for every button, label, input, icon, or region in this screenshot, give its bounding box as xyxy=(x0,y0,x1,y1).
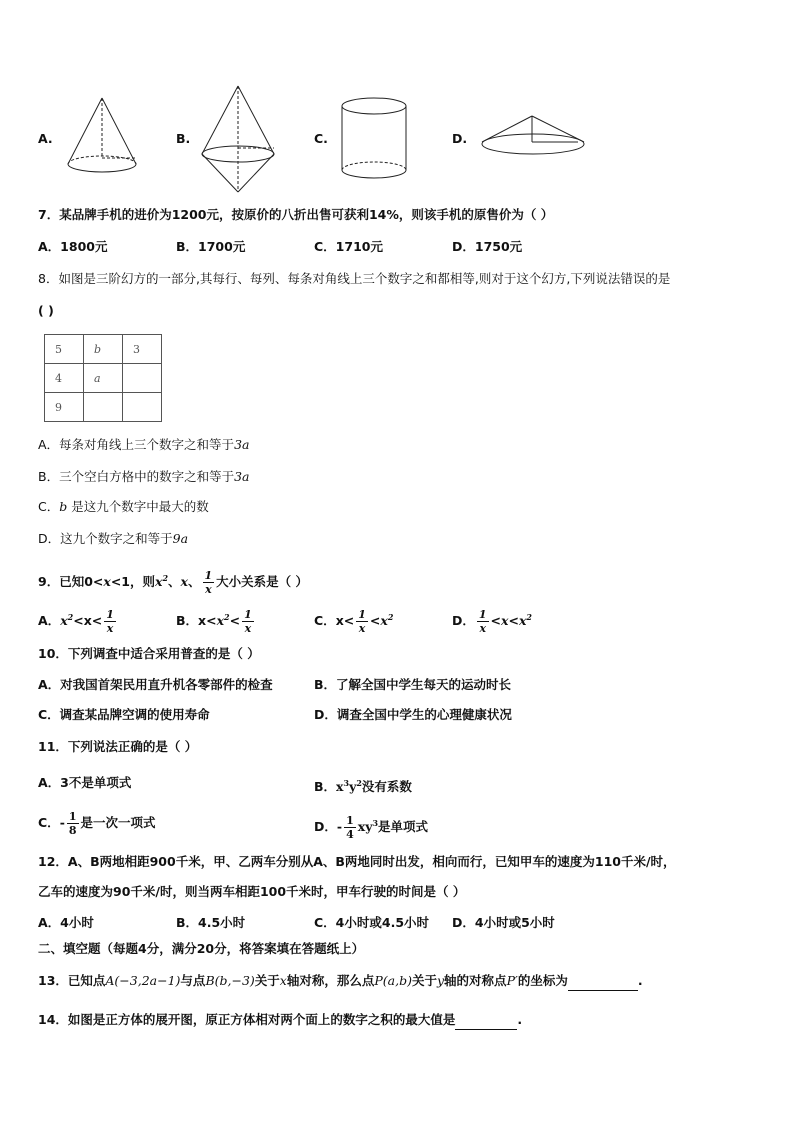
q11-option-b: B．$x^3y^2$没有系数 xyxy=(314,778,412,795)
q6-option-a-label: A. xyxy=(38,131,53,146)
q13-point-p: P(a,b) xyxy=(374,973,412,988)
q6-option-d-label: D. xyxy=(452,131,468,146)
q9-stem xyxy=(38,565,308,596)
q13-point-b: B(b,−3) xyxy=(205,973,255,988)
q7-option-a: A．1800元 xyxy=(38,239,108,254)
q14-answer-blank[interactable] xyxy=(455,1011,517,1030)
q12-option-d: D．4小时或5小时 xyxy=(452,915,555,930)
q9-frac: $\frac{1}{x}$ xyxy=(204,569,213,597)
q11-option-c: C．- $\frac{1}{8}$ 是一次一项式 xyxy=(38,810,156,837)
q13-answer-blank[interactable] xyxy=(568,972,638,991)
q8-option-c-text: 是这九个数字中最大的数 xyxy=(71,499,209,514)
q10-option-d: D．调查全国中学生的心理健康状况 xyxy=(314,707,512,722)
q9-stem-mid: <1，则 xyxy=(110,574,155,590)
q12-option-c: C．4小时或4.5小时 xyxy=(314,915,430,930)
magic-cell xyxy=(123,393,162,422)
q13-point-a: A(−3,2a−1) xyxy=(105,973,181,988)
q9-option-d: D． $\frac{1}{x}$ $<x<x^2$ xyxy=(452,608,532,636)
q6-option-c-label: C. xyxy=(314,131,328,146)
q10-option-c: C．调查某品牌空调的使用寿命 xyxy=(38,707,210,722)
q6-option-b-label: B. xyxy=(176,131,191,146)
q11-option-d: D．- $\frac{1}{4}$ $xy^3$是单项式 xyxy=(314,814,429,842)
q11-stem: 11．下列说法正确的是（ ） xyxy=(38,739,198,754)
q9-stem-pre: 9．已知0< xyxy=(38,574,104,590)
q8-option-b-math: 3a xyxy=(234,469,250,484)
q7-option-c: C．1710元 xyxy=(314,239,383,254)
q8-option-c xyxy=(38,498,209,516)
q14-stem: 14．如图是正方体的展开图，原正方体相对两个面上的数字之积的最大值是 . xyxy=(38,1011,522,1030)
q7-option-b: B．1700元 xyxy=(176,239,246,254)
q8-option-a-math: 3a xyxy=(234,437,250,452)
q11-option-a: A．3不是单项式 xyxy=(38,775,132,790)
q13-stem: 13．已知点A(−3,2a−1)与点B(b,−3)关于x轴对称，那么点P(a,b)关于y轴的对称点P′的坐标为 . xyxy=(38,972,643,991)
q12-option-b: B．4.5小时 xyxy=(176,915,246,930)
q7-option-d: D．1750元 xyxy=(452,239,523,254)
q8-option-d xyxy=(38,530,188,548)
q8-option-b-text: B．三个空白方格中的数字之和等于 xyxy=(38,469,235,484)
section-2-heading: 二、填空题（每题4分，满分20分，将答案填在答题纸上） xyxy=(38,941,365,956)
q10-option-a: A．对我国首架民用直升机各零部件的检查 xyxy=(38,677,273,692)
q12-line1: 12．A、B两地相距900千米，甲、乙两车分别从A、B两地同时出发，相向而行，已知甲车的速度为110千米/时， xyxy=(38,854,676,869)
cone-figure xyxy=(62,94,142,180)
q9-x3: x xyxy=(180,574,188,590)
magic-cell: a xyxy=(84,364,123,393)
magic-cell: 4 xyxy=(45,364,84,393)
q9-option-a: A．$x^2<x<$ $\frac{1}{x}$ xyxy=(38,608,114,636)
q8-option-c-math: b xyxy=(59,499,68,514)
q9-option-c: C．x< $\frac{1}{x}$ $<x^2$ xyxy=(314,608,394,636)
cylinder-figure xyxy=(338,94,410,182)
q8-option-d-text: D．这九个数字之和等于 xyxy=(38,531,173,546)
double-cone-figure xyxy=(196,84,280,194)
q8-option-b xyxy=(38,468,249,486)
q10-stem: 10．下列调查中适合采用普查的是（ ） xyxy=(38,646,260,661)
flat-cone-figure xyxy=(478,112,590,162)
q8-stem: 8．如图是三阶幻方的一部分,其每行、每列、每条对角线上三个数字之和都相等,则对于这个幻方,下列说法错误的是 xyxy=(38,271,671,286)
q9-x2: $x^2$ xyxy=(155,573,169,590)
q7-stem: 7．某品牌手机的进价为1200元，按原价的八折出售可获利14%，则该手机的原售价为（ ） xyxy=(38,207,554,222)
q8-option-a xyxy=(38,436,249,454)
q8-option-d-math: 9a xyxy=(172,531,189,546)
q12-option-a: A．4小时 xyxy=(38,915,94,930)
q9-stem-end: 大小关系是（ ） xyxy=(216,574,309,590)
q8-option-a-text: A．每条对角线上三个数字之和等于 xyxy=(38,437,235,452)
magic-cell xyxy=(84,393,123,422)
q10-option-b: B．了解全国中学生每天的运动时长 xyxy=(314,677,512,692)
magic-cell: 9 xyxy=(45,393,84,422)
magic-square-grid xyxy=(44,334,162,422)
q8-paren: ( ) xyxy=(38,303,54,318)
q9-option-b: B．$x<x^2<$ $\frac{1}{x}$ xyxy=(176,608,252,636)
magic-cell: 3 xyxy=(123,335,162,364)
q9-sep2: 、 xyxy=(188,574,201,590)
magic-cell: b xyxy=(84,335,123,364)
q9-sep: 、 xyxy=(168,574,181,590)
magic-cell: 5 xyxy=(45,335,84,364)
q12-line2: 乙车的速度为90千米/时，则当两车相距100千米时，甲车行驶的时间是（ ） xyxy=(38,884,466,899)
q8-option-c-pre: C． xyxy=(38,499,60,514)
magic-cell xyxy=(123,364,162,393)
q9-x: x xyxy=(103,574,111,590)
